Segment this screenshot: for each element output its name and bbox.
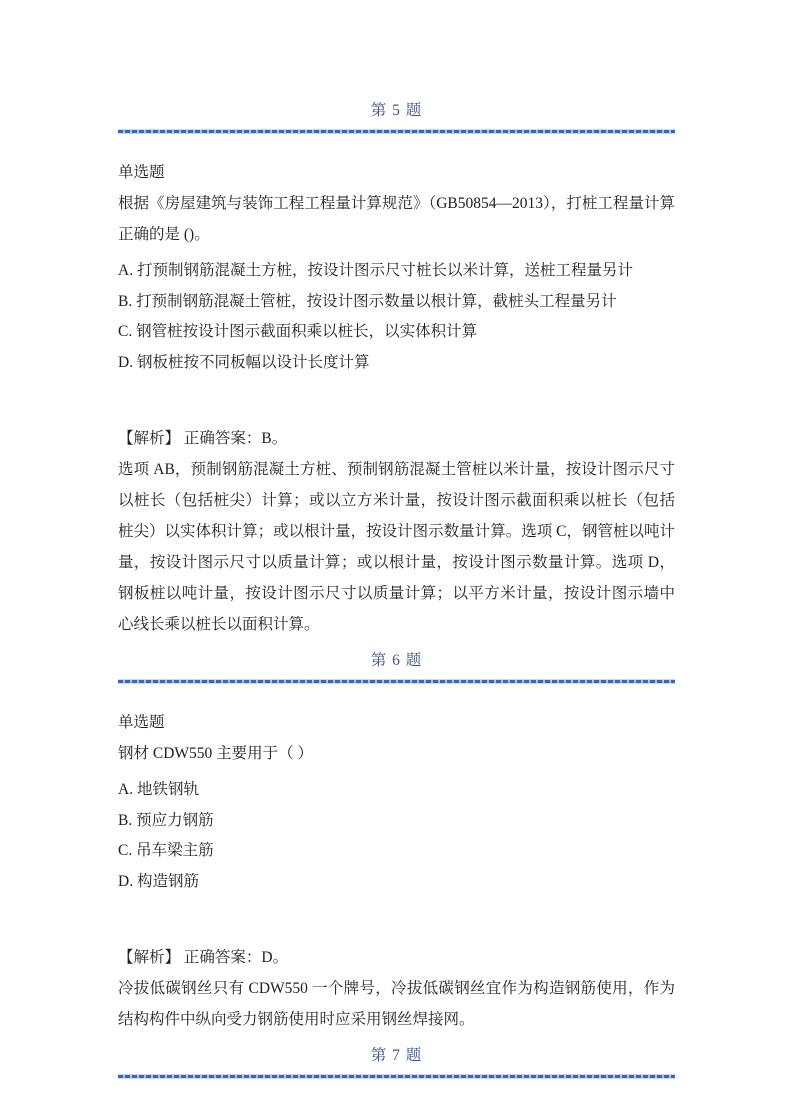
question-5-options — [118, 256, 675, 378]
divider-line — [118, 1075, 675, 1078]
question-7-header: 第 7 题 — [370, 1047, 423, 1064]
question-5-explanation: 选项 AB，预制钢筋混凝土方桩、预制钢筋混凝土管桩以米计量，按设计图示尺寸以桩长（包括桩尖）计算；或以立方米计量，按设计图示截面积乘以桩长（包括桩尖）以实体积计算；或以根计量，按设计图示数量计算。选项 C，钢管桩以吨计量，按设计图示尺寸以质量计算；或以根计量，按设计图示数量计算。选项 D，钢板桩以吨计量，按设计图示尺寸以质量计算；以平方米计量，按设计图示墙中心线长乘以桩长以面积计算。 — [118, 461, 675, 633]
question-6-options — [118, 775, 675, 897]
question-block-7 — [118, 1045, 675, 1078]
question-5-option-b: B. 打预制钢筋混凝土管桩，按设计图示数量以根计算，截桩头工程量另计 — [118, 292, 617, 310]
question-5-answer-line: 【解析】 正确答案：B。 — [118, 430, 288, 447]
question-block-6 — [118, 650, 675, 1035]
question-5-stem: 根据《房屋建筑与装饰工程工程量计算规范》（GB50854—2013），打桩工程量计算正确的是 ()。 — [118, 195, 675, 243]
question-6-option-b: B. 预应力钢筋 — [118, 811, 214, 829]
question-6-option-a: A. 地铁钢轨 — [118, 781, 199, 798]
question-6-answer-line: 【解析】 正确答案：D。 — [118, 949, 289, 966]
question-5-header: 第 5 题 — [370, 102, 423, 119]
question-5-option-d: D. 钢板桩按不同板幅以设计长度计算 — [118, 353, 370, 371]
question-6-option-d: D. 构造钢筋 — [118, 872, 199, 890]
question-5-option-a: A. 打预制钢筋混凝土方桩，按设计图示尺寸桩长以米计算，送桩工程量另计 — [118, 262, 633, 279]
question-block-5 — [118, 100, 675, 640]
divider-line — [118, 130, 675, 133]
question-6-type-label: 单选题 — [118, 714, 165, 731]
question-5-option-c: C. 钢管桩按设计图示截面积乘以桩长，以实体积计算 — [118, 323, 478, 340]
question-6-option-c: C. 吊车梁主筋 — [118, 842, 214, 859]
question-6-stem: 钢材 CDW550 主要用于（ ） — [118, 745, 314, 762]
question-6-explanation: 冷拔低碳钢丝只有 CDW550 一个牌号，冷拔低碳钢丝宜作为构造钢筋使用，作为结构构件中纵向受力钢筋使用时应采用钢丝焊接网。 — [118, 980, 675, 1028]
question-5-type-label: 单选题 — [118, 164, 165, 181]
question-6-header: 第 6 题 — [370, 652, 423, 669]
divider-line — [118, 680, 675, 683]
